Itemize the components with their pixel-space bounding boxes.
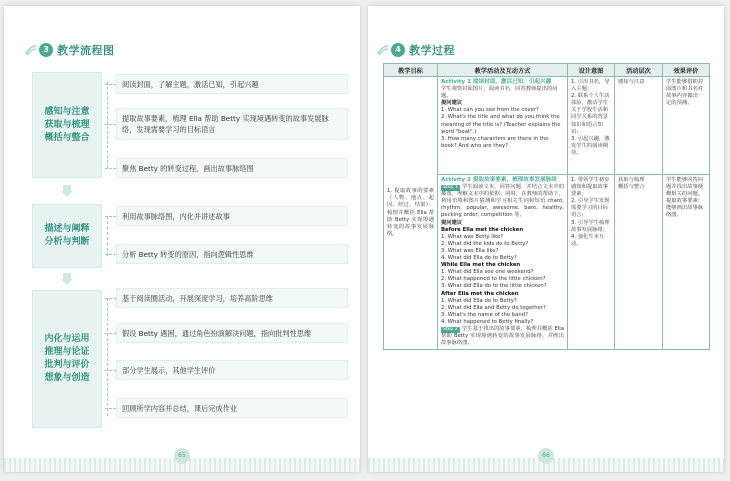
flow-item: 部分学生展示，其他学生评价 <box>116 360 348 380</box>
stage-box <box>32 72 102 178</box>
connector <box>105 370 116 371</box>
level-cell: 感知与注意 <box>615 77 663 175</box>
page-number: 66 <box>538 448 554 464</box>
connector <box>105 216 116 217</box>
flow-item: 分析 Betty 转变的原因，指向逻辑性思维 <box>116 244 348 264</box>
flow-item: 假设 Betty 遇困，通过角色扮演解决问题，指向批判性思维 <box>116 323 348 343</box>
arrow-down-icon <box>60 184 74 198</box>
level-cell: 获取与梳理 概括与整合 <box>615 175 663 350</box>
column-header: 设计意图 <box>568 64 615 77</box>
intent-cell: 1. 引出书名，导入主题； 2. 联系个人生活体验，激活学生关于学校生活和同学关系的背景知识和语言知识； 3. 引起兴趣，激发学生的阅读期待。 <box>568 77 615 175</box>
flow-item: 聚焦 Betty 的转变过程，画出故事脉络图 <box>116 158 348 178</box>
stage-label: 内化与运用 推理与论证 批判与评价 想象与创造 <box>44 334 90 383</box>
table-header-row <box>384 64 710 77</box>
connector <box>105 168 116 169</box>
section-title: 教学流程图 <box>57 44 115 57</box>
stage-box <box>32 204 102 268</box>
flow-item: 基于阅读圈活动，开展深度学习，培养高阶思维 <box>116 288 348 308</box>
right-page <box>368 6 724 472</box>
eval-cell: 学生能够回答问题并找出故事梗概相关的问题，提取故事要素；能够画出故事脉络图。 <box>663 175 710 350</box>
stage-label: 感知与注意 获取与梳理 概括与整合 <box>44 106 90 143</box>
arrow-down-icon <box>60 272 74 286</box>
activity-cell: Activity 2 提取故事要素，梳理故事发展脉络 Step 1 学生阅读文本，回答问题，并结合文本中的插图，理解文本中的依据；同时，在教师的帮助下，利用语境和图片猜测和学习相关生词和短语 chant, rhythm, popular, awesome, bare, healthy, pecking order, competition 等。 提问建议 Before Ella met the chicken 1. What was Betty like? 2. What did the kids do to Betty? 3. What was Ella like? 4. What did Ella do to Betty? While Ella met the chicken 1. What did Ella see one weekend? 2. What happened to the little chicken? 3. What did Ella do to the little chicken? After Ella met the chicken 1. What did Ella do to Betty? 2. What did Ella and Betty do together? 3. What's the name of the band? 4. What happened to Betty finally? Step 2 学生基于找出的故事要素，梳理并概括 Ella 帮助 Betty 实现境遇转变的故事发展脉络，并画出故事脉络图。 <box>438 175 568 350</box>
left-page <box>4 6 360 472</box>
section-title: 教学过程 <box>409 44 455 57</box>
connector <box>105 298 116 299</box>
swirl-icon <box>24 43 38 57</box>
column-header: 效果评价 <box>663 64 710 77</box>
flow-item: 回顾所学内容并总结，课后完成作业 <box>116 398 348 418</box>
activity-cell: Activity 1 阅读封面，激活已知，引起兴趣 学生观察封面图片，阅读书名，回答教师提出的问题。 提问建议 1. What can you see from the cover? 2. What's the title and what do you think the meaning of the title is? (Teacher explains the word "beat".) 3. How many characters are there in the book? And who are they? <box>438 77 568 175</box>
bracket-line <box>107 298 108 416</box>
bracket-line <box>107 216 108 256</box>
column-header: 教学活动及互动方式 <box>438 64 568 77</box>
connector <box>105 124 116 125</box>
section-header <box>376 42 455 58</box>
table-row <box>384 77 710 175</box>
goal-cell: 1. 提取故事的要素（人物、地点、起因、经过、结果）；梳理并概括 Ella 帮助 Betty 实现境遇转变的故事发展脉络。 <box>384 77 438 350</box>
teaching-process-table <box>383 63 710 350</box>
flow-item: 阅读封面，了解主题，激活已知，引起兴趣 <box>116 74 348 94</box>
column-header: 活动层次 <box>615 64 663 77</box>
flow-item: 提取故事要素，梳理 Ella 帮助 Betty 实现境遇转变的故事发展脉络，发现需要学习的目标语言 <box>116 108 348 140</box>
column-header: 教学目标 <box>384 64 438 77</box>
bracket-line <box>107 82 108 168</box>
section-number: 4 <box>391 43 405 57</box>
flow-item: 利用故事脉络图，内化并讲述故事 <box>116 206 348 226</box>
section-number: 3 <box>39 43 53 57</box>
connector <box>105 84 116 85</box>
swirl-icon <box>376 43 390 57</box>
intent-cell: 1. 带领学生初步感知和提取故事要素； 2. 引导学生发现需要学习的目标语言； 3. 引导学生梳理故事发展脉络； 4. 强化生本互动。 <box>568 175 615 350</box>
step-badge: Step 2 <box>443 326 458 332</box>
stage-label: 描述与阐释 分析与判断 <box>44 224 90 247</box>
connector <box>105 254 116 255</box>
eval-cell: 学生能够借助封面图片和书名对故事内容做出一定的预测。 <box>663 77 710 175</box>
page-number: 65 <box>174 448 190 464</box>
step-badge: Step 1 <box>443 185 458 191</box>
connector <box>105 333 116 334</box>
connector <box>105 408 116 409</box>
section-header <box>24 42 115 58</box>
stage-box <box>32 290 102 428</box>
